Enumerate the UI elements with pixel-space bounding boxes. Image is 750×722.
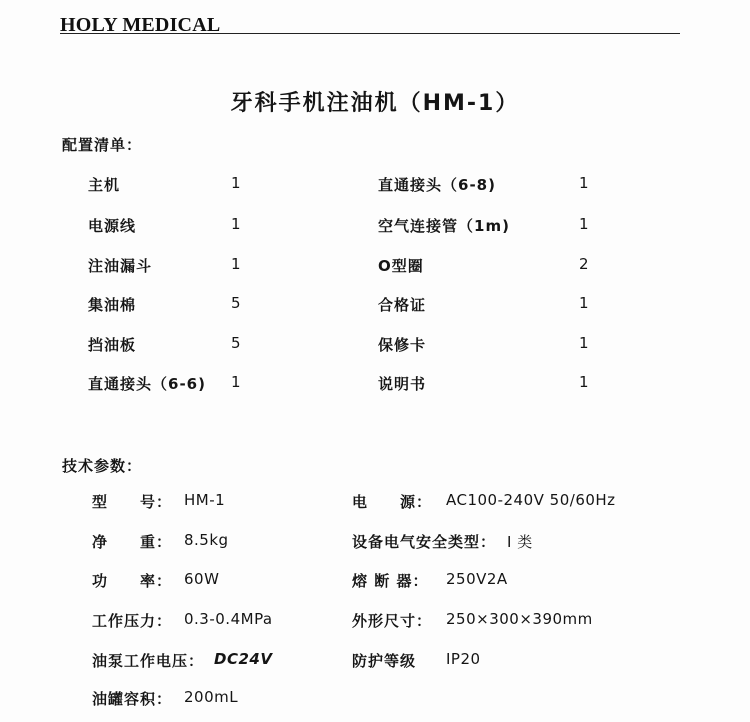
config-item-qty: 1 (231, 215, 241, 233)
config-item-name: 直通接头（6-8) (378, 176, 496, 194)
spec-label: 功 率： (92, 572, 173, 590)
config-heading: 配置清单： (62, 136, 143, 154)
spec-value: HM-1 (184, 491, 226, 509)
spec-value: 8.5kg (184, 531, 229, 549)
config-item-qty: 5 (231, 294, 241, 312)
spec-label: 防护等级 (352, 652, 417, 670)
spec-label: 工作压力： (92, 612, 173, 630)
spec-label: 熔 断 器： (352, 572, 429, 590)
spec-label: 净 重： (92, 533, 173, 551)
config-item-name: 直通接头（6-6) (88, 375, 206, 393)
config-item-qty: 1 (579, 215, 589, 233)
spec-value: 250V2A (446, 570, 508, 588)
spec-label: 电 源： (352, 493, 433, 511)
config-item-name: 保修卡 (378, 336, 427, 354)
spec-value: AC100-240V 50/60Hz (446, 491, 616, 509)
config-item-qty: 1 (231, 255, 241, 273)
spec-value: IP20 (446, 650, 481, 668)
config-item-name: 挡油板 (88, 336, 137, 354)
config-item-name: 电源线 (88, 217, 137, 235)
spec-value: DC24V (214, 650, 273, 668)
config-item-qty: 1 (231, 373, 241, 391)
config-item-qty: 5 (231, 334, 241, 352)
spec-value: 60W (184, 570, 220, 588)
spec-value: 200mL (184, 688, 239, 706)
spec-value: 250×300×390mm (446, 610, 593, 628)
header-rule (60, 33, 680, 34)
config-item-name: 主机 (88, 176, 121, 194)
config-item-name: 集油棉 (88, 296, 137, 314)
spec-value: I 类 (507, 533, 533, 551)
config-item-qty: 1 (579, 294, 589, 312)
config-item-name: O型圈 (378, 257, 424, 275)
spec-label: 油泵工作电压： (92, 652, 205, 670)
config-item-qty: 1 (579, 174, 589, 192)
config-item-qty: 1 (231, 174, 241, 192)
config-item-qty: 1 (579, 373, 589, 391)
spec-label: 设备电气安全类型： (352, 533, 497, 551)
spec-value: 0.3-0.4MPa (184, 610, 273, 628)
document-title: 牙科手机注油机（HM-1） (230, 91, 520, 116)
specs-heading: 技术参数： (62, 457, 143, 475)
config-item-name: 合格证 (378, 296, 427, 314)
brand-name: HOLY MEDICAL (60, 14, 221, 36)
config-item-qty: 2 (579, 255, 589, 273)
spec-label: 型 号： (92, 493, 173, 511)
spec-label: 油罐容积： (92, 690, 173, 708)
spec-label: 外形尺寸： (352, 612, 433, 630)
config-item-name: 空气连接管（1m) (378, 217, 510, 235)
config-item-name: 说明书 (378, 375, 427, 393)
config-item-name: 注油漏斗 (88, 257, 153, 275)
config-item-qty: 1 (579, 334, 589, 352)
